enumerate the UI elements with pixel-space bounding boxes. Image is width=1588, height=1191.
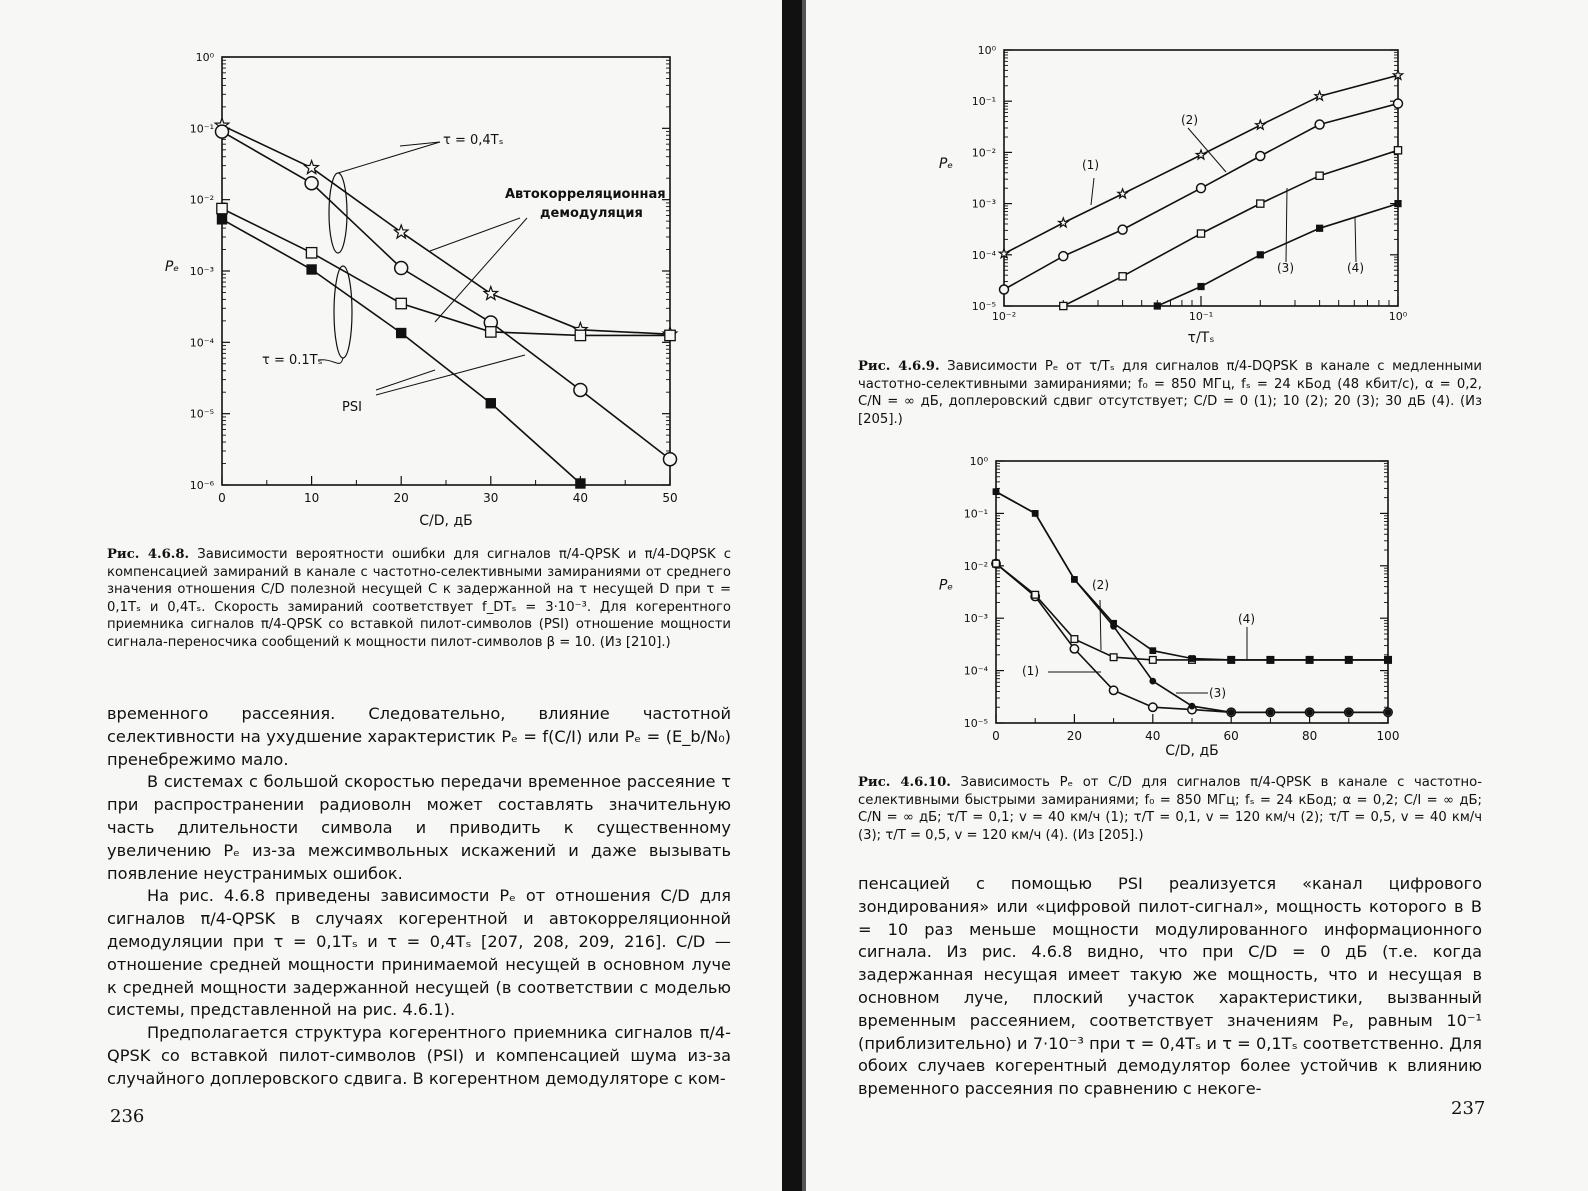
marker-filled-circle <box>1385 709 1392 716</box>
y-tick-label: 10⁰ <box>977 44 996 57</box>
fig10-annot-2: (2) <box>1092 578 1109 592</box>
y-tick-label: 10⁻⁴ <box>971 248 996 262</box>
marker-filled-square <box>1110 620 1117 627</box>
paragraph: пенсацией с помощью PSI реализуется «канал цифрового зондирования» или «цифровой пилот-сигнал», мощность которого в B = 10 раз меньше мощности модулированного информационного сигнала. Из рис. 4.6.8 видно, что при C/D = 0 дБ (т.е. когда задержанная несущая имеет такую же мощность, что и несущая в основном луче, плоский участок характеристики, вызванный временным рассеянием, соответствует значениям Pₑ, равным 10⁻¹ (приблизительно) и 7·10⁻³ при τ = 0,4Tₛ и τ = 0,1Tₛ соответственно. Для обоих случаев когерентный демодулятор более устойчив к влиянию временного рассеяния по сравнению с некоге- <box>858 874 1482 1099</box>
x-tick-label: 40 <box>1145 729 1161 743</box>
x-tick-label: 60 <box>1223 729 1239 743</box>
y-tick-label: 10⁻⁴ <box>963 664 988 678</box>
series-line <box>996 564 1388 660</box>
x-tick-label: 80 <box>1301 729 1318 743</box>
page-number: 236 <box>110 1106 145 1127</box>
x-tick-label: 20 <box>1066 729 1083 743</box>
fig9-annot-4: (4) <box>1347 261 1364 275</box>
fig10-annot-1: (1) <box>1022 664 1039 678</box>
book-spine <box>782 0 802 1191</box>
marker-circle <box>1070 645 1078 653</box>
figure-4-6-10-caption <box>858 774 1482 844</box>
marker-filled-square <box>1306 657 1313 664</box>
x-tick-label: 30 <box>483 491 499 505</box>
marker-filled-square <box>993 488 1000 495</box>
marker-filled-square <box>1071 576 1078 583</box>
x-tick-label: 10⁻² <box>991 310 1017 323</box>
plot-border <box>996 461 1388 723</box>
marker-filled-circle <box>1189 703 1196 710</box>
marker-filled-square <box>1228 657 1235 664</box>
annot-tau-01: τ = 0.1Tₛ <box>262 353 323 368</box>
marker-filled-square <box>1149 647 1156 654</box>
marker-filled-square <box>1385 657 1392 664</box>
figure-4-6-8-caption <box>107 546 731 651</box>
y-axis-label: Pₑ <box>938 577 954 594</box>
left-body-text <box>107 703 731 1091</box>
figure-4-6-10-chart <box>806 0 1588 765</box>
x-tick-label: 0 <box>992 729 1000 743</box>
annot-autocorr-1: Автокорреляционная <box>505 187 666 202</box>
x-tick-label: 100 <box>1376 729 1400 743</box>
caption-label: Рис. 4.6.8. <box>107 547 190 562</box>
right-page <box>806 0 1588 1191</box>
x-tick-label: 10 <box>303 491 320 505</box>
marker-filled-square <box>1032 510 1039 517</box>
marker-filled-square <box>1267 657 1274 664</box>
marker-square <box>1071 636 1078 643</box>
series-line <box>996 492 1388 660</box>
marker-circle <box>1109 686 1117 694</box>
paragraph: На рис. 4.6.8 приведены зависимости Pₑ от отношения C/D для сигналов π/4-QPSK в случаях когерентной и автокорреляционной демодуляции при τ = 0,1Tₛ и τ = 0,4Tₛ [207, 208, 209, 216]. C/D — отношение средней мощности принимаемой несущей в основном луче к средней мощности задержанной несущей (в соответствии с моделью системы, представленной на рис. 4.6.1). <box>107 886 731 1020</box>
x-tick-label: 20 <box>393 491 409 505</box>
y-tick-label: 10⁻³ <box>971 197 996 211</box>
marker-filled-circle <box>1228 709 1235 716</box>
x-tick-label: 0 <box>218 491 226 505</box>
fig9-annot-1: (1) <box>1082 158 1099 172</box>
x-tick-label: 40 <box>572 491 589 505</box>
y-tick-label: 10⁻⁵ <box>963 717 988 730</box>
y-axis-label: Pₑ <box>938 155 954 172</box>
y-tick-label: 10⁻¹ <box>971 95 996 109</box>
y-axis-label: Pₑ <box>164 259 180 275</box>
marker-square <box>1110 654 1117 661</box>
series-lines <box>996 492 1388 713</box>
y-tick-label: 10⁻³ <box>963 612 988 626</box>
fig9-annot-3: (3) <box>1277 261 1294 275</box>
x-axis-label: C/D, дБ <box>1165 743 1219 759</box>
y-tick-label: 10⁻⁶ <box>189 479 214 492</box>
caption-label: Рис. 4.6.10. <box>858 775 951 790</box>
x-axis-label: C/D, дБ <box>419 513 473 529</box>
y-tick-label: 10⁻² <box>971 146 996 160</box>
series-line <box>996 564 1388 713</box>
y-tick-label: 10⁻² <box>963 559 988 573</box>
paragraph: временного рассеяния. Следовательно, влияние частотной селективности на ухудшение характеристик Pₑ = f(C/I) или Pₑ = (E_b/N₀) пренебрежимо мало. <box>107 704 731 769</box>
y-tick-label: 10⁻⁴ <box>189 336 214 350</box>
fig9-annot-2: (2) <box>1181 113 1198 127</box>
y-tick-label: 10⁻³ <box>189 265 214 278</box>
marker-filled-circle <box>1267 709 1274 716</box>
marker-filled-circle <box>1306 709 1313 716</box>
right-body-text <box>858 873 1482 1101</box>
plot-frame <box>996 461 1388 723</box>
marker-filled-square <box>1345 657 1352 664</box>
marker-square <box>1032 591 1039 598</box>
y-tick-label: 10⁻¹ <box>963 507 988 521</box>
paragraph: Предполагается структура когерентного приемника сигналов π/4-QPSK со вставкой пилот-символов (PSI) и компенсацией шума из-за случайного доплеровского сдвига. В когерентном демодуляторе с ком- <box>107 1023 731 1088</box>
y-tick-label: 10⁻¹ <box>189 122 214 136</box>
paragraph: В системах с большой скоростью передачи временное рассеяние τ при распространении радиоволн может составлять значительную часть длительности символа и приводить к существенному увеличению Pₑ из-за межсимвольных искажений и даже вызывать появление неустранимых ошибок. <box>107 772 731 883</box>
x-tick-label: 10⁰ <box>1388 310 1408 323</box>
caption-text: Зависимости вероятности ошибки для сигналов π/4-QPSK и π/4-DQPSK с компенсацией замираний в канале с частотно-селективными замираниями от среднего значения отношения C/D полезной несущей C к задержанной на τ несущей D при τ = 0,1Tₛ и 0,4Tₛ. Скорость замираний соответствует f_DTₛ = 3·10⁻³. Для когерентного приемника сигналов π/4-QPSK со вставкой пилот-символов (PSI) отношение мощности сигнала-переносчика сообщений к мощности пилот-символов β = 10. (Из [210].) <box>107 547 731 650</box>
marker-filled-square <box>1189 655 1196 662</box>
annot-tau-04: τ = 0,4Tₛ <box>443 133 504 148</box>
marker-square <box>1149 657 1156 664</box>
series-markers <box>992 488 1392 716</box>
fig10-annot-3: (3) <box>1209 686 1226 700</box>
marker-circle <box>1149 703 1157 711</box>
caption-label: Рис. 4.6.9. <box>858 359 940 374</box>
marker-filled-circle <box>1149 678 1156 685</box>
marker-filled-circle <box>1345 709 1352 716</box>
y-tick-label: 10⁻⁵ <box>971 300 996 313</box>
x-tick-label: 50 <box>662 491 678 505</box>
y-tick-label: 10⁻² <box>189 193 214 207</box>
marker-square <box>993 560 1000 567</box>
y-tick-label: 10⁻⁵ <box>189 407 214 421</box>
caption-text: Зависимости Pₑ от τ/Tₛ для сигналов π/4-DQPSK в канале с медленными частотно-селективными замираниями; f₀ = 850 МГц, fₛ = 24 кБод (48 кбит/с), α = 0,2, C/N = ∞ дБ, доплеровский сдвиг отсутствует; C/D = 0 (1); 10 (2); 20 (3); 30 дБ (4). (Из [205].) <box>858 359 1482 427</box>
page-number: 237 <box>1451 1098 1486 1119</box>
fig10-annot-4: (4) <box>1238 612 1255 626</box>
x-axis-label: τ/Tₛ <box>1187 330 1215 346</box>
left-page <box>0 0 780 1191</box>
y-tick-label: 10⁰ <box>969 455 988 468</box>
series-line <box>996 492 1388 713</box>
caption-text: Зависимость Pₑ от C/D для сигналов π/4-QPSK в канале с частотно-селективными быстрыми замираниями; f₀ = 850 МГц; fₛ = 24 кБод; α = 0,2; C/I = ∞ дБ; C/N = ∞ дБ; τ/T = 0,1; v = 40 км/ч (1); τ/T = 0,1, v = 120 км/ч (2); τ/T = 0,5, v = 40 км/ч (3); τ/T = 0,5, v = 120 км/ч (4). (Из [205].) <box>858 775 1482 843</box>
ticks <box>939 455 1400 759</box>
annot-autocorr-2: демодуляция <box>540 206 643 221</box>
y-tick-label: 10⁰ <box>195 51 214 64</box>
annot-psi: PSI <box>342 400 362 415</box>
x-tick-label: 10⁻¹ <box>1188 310 1214 323</box>
